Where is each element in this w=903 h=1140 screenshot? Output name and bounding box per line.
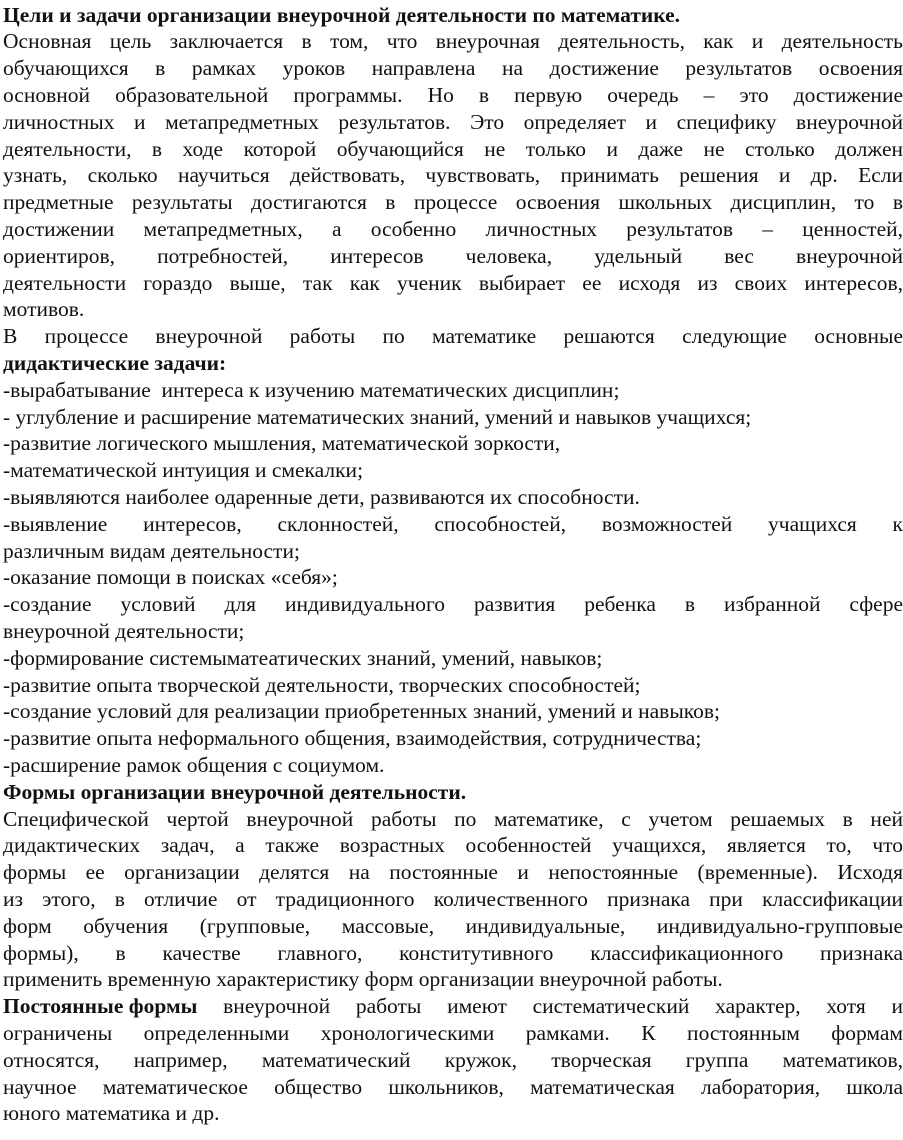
list-item-continuation: внеурочной деятельности; — [3, 619, 245, 643]
list-item: -развитие опыта неформального общения, взаимодействия, сотрудничества; — [3, 726, 702, 750]
paragraph-line: формы), в качестве главного, конститутивного классификационного признака — [3, 941, 903, 965]
paragraph-line: В процессе внеурочной работы по математике решаются следующие основные — [3, 324, 903, 348]
paragraph-line: формы ее организации делятся на постоянные и непостоянные (временные). Исходя — [3, 860, 903, 884]
paragraph-line: деятельности, в ходе которой обучающийся не только и даже не столько должен — [3, 137, 903, 161]
paragraph-line: форм обучения (групповые, массовые, индивидуальные, индивидуально-групповые — [3, 914, 903, 938]
list-item-continuation: различным видам деятельности; — [3, 539, 300, 563]
paragraph-line: Специфической чертой внеурочной работы по математике, с учетом решаемых в ней — [3, 807, 903, 831]
list-item: -оказание помощи в поисках «себя»; — [3, 565, 338, 589]
paragraph-line: мотивов. — [3, 297, 85, 321]
paragraph-line: ориентиров, потребностей, интересов человека, удельный вес внеурочной — [3, 244, 903, 268]
list-item: -развитие логического мышления, математической зоркости, — [3, 431, 561, 455]
paragraph-line: обучающихся в рамках уроков направлена на достижение результатов освоения — [3, 56, 903, 80]
list-item: -формирование системыматеатических знаний, умений, навыков; — [3, 646, 603, 670]
paragraph-line-permanent-forms — [3, 993, 903, 1019]
paragraph-line: достижении метапредметных, а особенно личностных результатов – ценностей, — [3, 217, 903, 241]
subheading-didactic-tasks: дидактические задачи: — [3, 351, 227, 375]
paragraph-line: узнать, сколько научиться действовать, чувствовать, принимать решения и др. Если — [3, 163, 903, 187]
paragraph-line: Основная цель заключается в том, что внеурочная деятельность, как и деятельность — [3, 29, 903, 53]
list-item: - углубление и расширение математических знаний, умений и навыков учащихся; — [3, 405, 752, 429]
list-item: -выявляются наиболее одаренные дети, развиваются их способности. — [3, 485, 640, 509]
list-item: -создание условий для реализации приобретенных знаний, умений и навыков; — [3, 699, 720, 723]
list-item: -выявление интересов, склонностей, способностей, возможностей учащихся к — [3, 512, 903, 536]
paragraph-line: основной образовательной программы. Но в первую очередь – это достижение — [3, 83, 903, 107]
paragraph-line: применить временную характеристику форм организации внеурочной работы. — [3, 967, 723, 991]
paragraph-line: предметные результаты достигаются в процессе освоения школьных дисциплин, то в — [3, 190, 903, 214]
paragraph-line: относятся, например, математический кружок, творческая группа математиков, — [3, 1048, 903, 1072]
paragraph-line: юного математика и др. — [3, 1101, 220, 1125]
paragraph-text: внеурочной работы имеют систематический характер, хотя и — [197, 994, 903, 1018]
list-item: -вырабатывание интереса к изучению математических дисциплин; — [3, 378, 620, 402]
list-item: -математической интуиция и смекалки; — [3, 458, 364, 482]
paragraph-line: личностных и метапредметных результатов. Это определяет и специфику внеурочной — [3, 110, 903, 134]
paragraph-line: ограничены определенными хронологическими рамками. К постоянным формам — [3, 1021, 903, 1045]
term-permanent-forms: Постоянные формы — [3, 994, 198, 1018]
paragraph-line: научное математическое общество школьников, математическая лаборатория, школа — [3, 1075, 903, 1099]
list-item: -создание условий для индивидуального развития ребенка в избранной сфере — [3, 592, 903, 616]
list-item: -расширение рамок общения с социумом. — [3, 753, 385, 777]
paragraph-line: дидактических задач, а также возрастных особенностей учащихся, является то, что — [3, 833, 903, 857]
paragraph-line: деятельности гораздо выше, так как ученик выбирает ее исходя из своих интересов, — [3, 271, 903, 295]
paragraph-line: из этого, в отличие от традиционного количественного признака при классификации — [3, 887, 903, 911]
heading-goals-tasks: Цели и задачи организации внеурочной деятельности по математике. — [3, 3, 681, 27]
heading-forms: Формы организации внеурочной деятельности. — [3, 780, 467, 804]
list-item: -развитие опыта творческой деятельности, творческих способностей; — [3, 673, 641, 697]
